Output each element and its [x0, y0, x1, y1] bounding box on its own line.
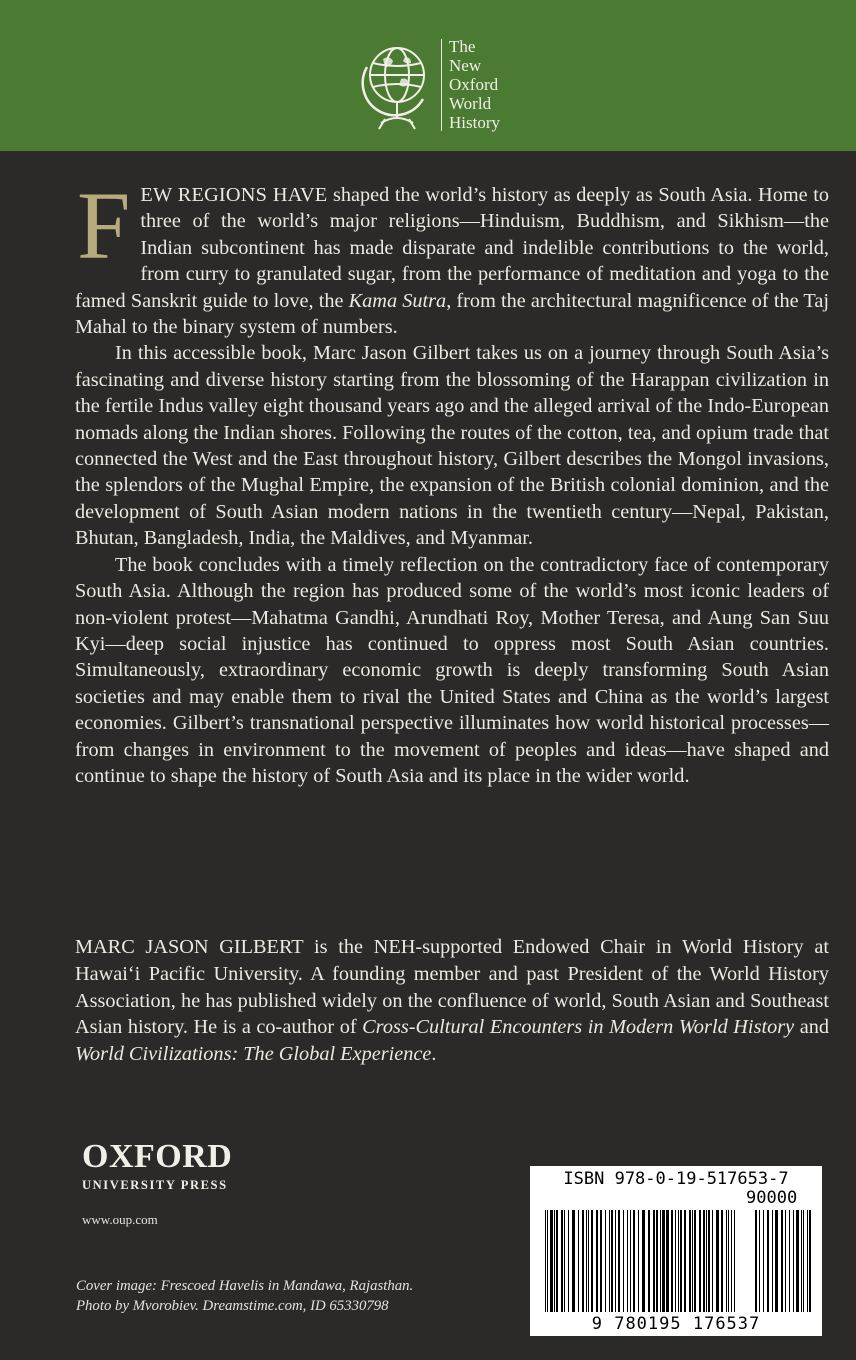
barcode-bar	[793, 1210, 794, 1312]
lead-in: EW REGIONS HAVE	[140, 184, 328, 206]
barcode-bar	[630, 1210, 631, 1312]
description-paragraph-2: In this accessible book, Marc Jason Gilbert takes us on a journey through South Asia’s fascinating and diverse history starting from the blossoming of the Harappan civilization in the fertile Indus valley eight thousand years ago and the alleged arrival of the Indo-European nomads along the Indian shores. Following the routes of the cotton, tea, and opium trade that connected the West and the East throughout history, Gilbert describes the Mongol invasions, the splendors of the Mughal Empire, the expansion of the British colonial dominion, and the development of South Asian modern nations in the twentieth century—Nepal, Pakistan, Bhutan, Bangladesh, India, the Maldives, and Myanmar.	[75, 342, 829, 550]
author-bio: MARC JASON GILBERT is the NEH-supported Endowed Chair in World History at Hawai‘i Pacific University. A founding member and past President of the World History Association, he has published widely on the confluence of world, South Asian and Southeast Asian history. He is a co-author of Cross-Cultural Encounters in Modern World History and World Civilizations: The Global Experience.	[75, 936, 829, 1066]
barcode-bar	[789, 1210, 790, 1312]
cover-credit: Cover image: Frescoed Havelis in Mandawa, Rajasthan. Photo by Mvorobiev. Dreamstime.com, ID 65330798	[76, 1278, 414, 1314]
barcode-bar	[586, 1210, 587, 1312]
barcode-bar	[734, 1210, 735, 1312]
barcode-bar	[775, 1210, 778, 1312]
barcode-bar	[660, 1210, 661, 1312]
series-title-line: World	[449, 94, 492, 113]
book-description	[75, 172, 829, 789]
barcode-bar	[671, 1210, 673, 1312]
addon-barcode	[755, 1210, 813, 1312]
description-paragraph-1: FEW REGIONS HAVE shaped the world’s history as deeply as South Asia. Home to three of the world’s major religions—Hinduism, Buddhism, and Sikhism—the Indian subcontinent has made disparate and indelible contributions to the world, from curry to granulated sugar, from the performance of meditation and yoga to the famed Sanskrit guide to love, the Kama Sutra, from the architectural magnificence of the Taj Mahal to the binary system of numbers.	[75, 172, 829, 339]
series-logo	[361, 37, 521, 137]
barcode-bar	[809, 1210, 811, 1312]
barcode-bar	[781, 1210, 783, 1312]
barcode-bar	[772, 1210, 773, 1312]
barcode-bar	[611, 1210, 613, 1312]
barcode-bar	[627, 1210, 628, 1312]
series-title-line: The	[449, 37, 476, 56]
barcode-bar	[699, 1210, 701, 1312]
barcode-bar	[572, 1210, 575, 1312]
description-paragraph-3: The book concludes with a timely reflection on the contradictory face of contemporary South Asia. Although the region has produced some of the world’s most iconic leaders of non-violent protest—Mahatma Gandhi, Arundhati Roy, Mother Teresa, and Aung San Suu Kyi—deep social injustice has continued to oppress most South Asian countries. Simultaneously, extraordinary economic growth is deeply transforming South Asian societies and may enable them to rival the United States and China as the world’s largest economies. Gilbert’s transnational perspective illuminates how world historical processes—from changes in environment to the movement of peoples and ideas—have shaped and continue to shape the history of South Asia and its place in the wider world.	[75, 553, 829, 787]
barcode-bar	[675, 1210, 676, 1312]
barcode-bar	[767, 1210, 769, 1312]
barcode-bar	[692, 1210, 693, 1312]
barcode-bar	[712, 1210, 713, 1312]
barcode-bar	[678, 1210, 679, 1312]
barcode-bar	[554, 1210, 555, 1312]
barcode-bar	[600, 1210, 602, 1312]
barcode-bar	[694, 1210, 696, 1312]
barcode-bar	[785, 1210, 786, 1312]
barcode-bar	[689, 1210, 691, 1312]
barcode-bar	[642, 1210, 645, 1312]
barcode-bar	[568, 1210, 569, 1312]
barcode-bar	[547, 1210, 548, 1312]
barcode-bar	[728, 1210, 729, 1312]
barcode-bar	[618, 1210, 620, 1312]
barcode-bar	[680, 1210, 682, 1312]
barcode-bar	[759, 1210, 760, 1312]
drop-cap: F	[77, 172, 131, 279]
author-name: MARC JASON GILBERT	[75, 936, 304, 958]
barcode-bar	[726, 1210, 727, 1312]
barcode-bar	[578, 1210, 579, 1312]
barcode-bar	[633, 1210, 635, 1312]
logo-divider	[441, 39, 442, 131]
barcode-bar	[716, 1210, 719, 1312]
barcode-bar	[653, 1210, 655, 1312]
series-title-line: History	[449, 113, 500, 132]
barcode-bar	[796, 1210, 799, 1312]
barcode-bar	[561, 1210, 563, 1312]
barcode-bar	[588, 1210, 589, 1312]
barcode-bar	[801, 1210, 802, 1312]
barcode-bar	[803, 1210, 804, 1312]
barcode-bar	[556, 1210, 558, 1312]
barcode-bar	[609, 1210, 610, 1312]
series-title	[449, 37, 539, 132]
barcode-bar	[708, 1210, 710, 1312]
publisher-logo	[82, 1140, 232, 1193]
series-title-line: Oxford	[449, 75, 499, 94]
book-title: World Civilizations: The Global Experience	[75, 1043, 432, 1066]
barcode-bar	[550, 1210, 553, 1312]
barcode-bar	[662, 1210, 665, 1312]
book-title: Cross-Cultural Encounters in Modern World History	[362, 1016, 795, 1039]
barcode-bar	[545, 1210, 546, 1312]
series-title-line: New	[449, 56, 482, 75]
barcode-bar	[666, 1210, 669, 1312]
barcode-bar	[721, 1210, 723, 1312]
publisher-url[interactable]: www.oup.com	[82, 1212, 158, 1227]
barcode-bar	[684, 1210, 686, 1312]
barcode-bar	[763, 1210, 764, 1312]
publisher-subtitle: UNIVERSITY PRESS	[82, 1178, 228, 1192]
barcode-bar	[564, 1210, 565, 1312]
barcode-bar	[703, 1210, 705, 1312]
barcode-bar	[648, 1210, 650, 1312]
globe-icon	[361, 37, 433, 133]
barcode-bar	[706, 1210, 707, 1312]
barcode-panel	[530, 1166, 822, 1336]
barcode-bar	[807, 1210, 808, 1312]
barcode-bar	[731, 1210, 732, 1312]
barcode-bar	[582, 1210, 584, 1312]
barcode-bar	[755, 1210, 757, 1312]
barcode-bar	[591, 1210, 593, 1312]
series-header-band	[0, 0, 856, 151]
ean-barcode	[545, 1210, 740, 1312]
barcode-bar	[596, 1210, 598, 1312]
barcode-bar	[638, 1210, 639, 1312]
ean-number: 9 780195 176537	[591, 1314, 761, 1334]
isbn-text: ISBN 978-0-19-517653-7	[563, 1169, 789, 1189]
barcode-bar	[656, 1210, 658, 1312]
publisher-name: OXFORD	[82, 1138, 233, 1175]
book-title-kama-sutra: Kama Sutra	[348, 289, 447, 312]
barcode-bar	[605, 1210, 606, 1312]
barcode-bar	[623, 1210, 624, 1312]
barcode-bar	[615, 1210, 616, 1312]
price-code: 90000	[746, 1188, 798, 1208]
